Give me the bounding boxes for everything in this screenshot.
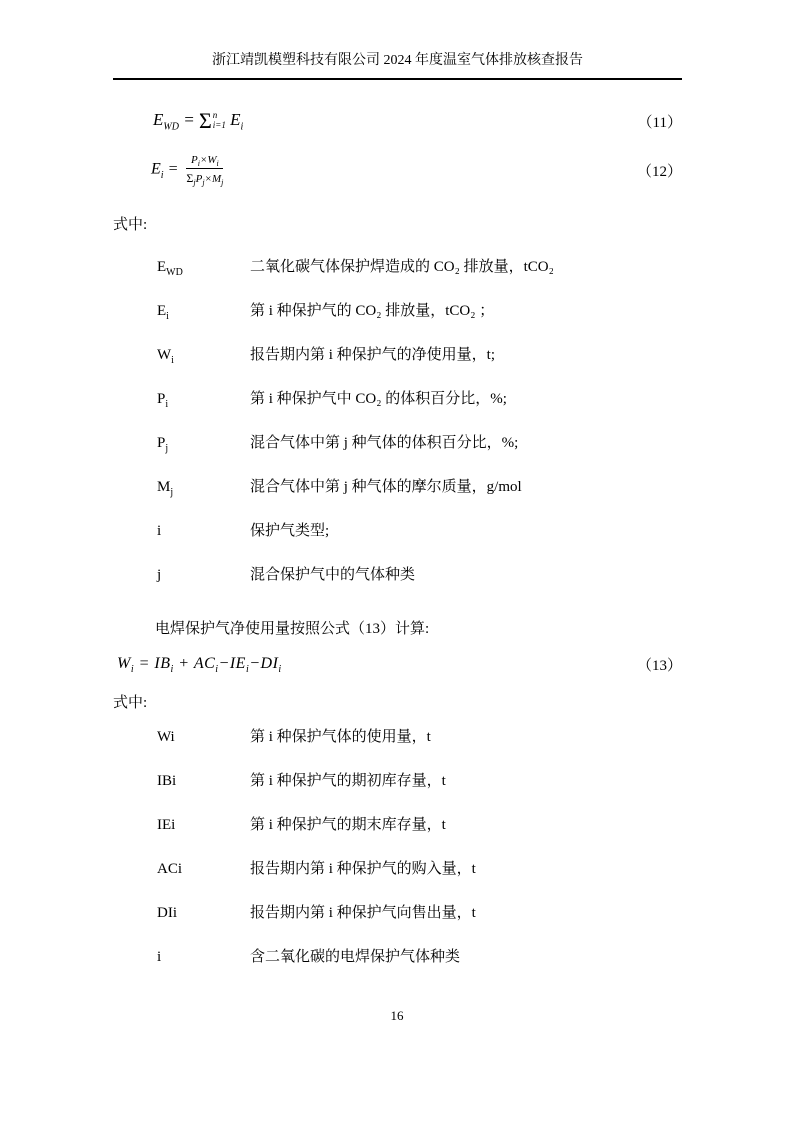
- denominator-p-sub: j: [202, 178, 205, 188]
- term-base: E: [157, 303, 167, 319]
- term-base: P: [157, 435, 166, 451]
- term-definition: 混合保护气中的气体种类: [250, 567, 416, 583]
- formula-13-di-sub: i: [278, 664, 282, 676]
- formula-11-row: [113, 103, 682, 139]
- fraction-denominator: [186, 169, 223, 186]
- term-subscript: i: [165, 399, 169, 410]
- formula-13: [117, 655, 282, 676]
- page-number: 16: [390, 1008, 404, 1023]
- definition-row: [113, 565, 682, 609]
- term-subscript: WD: [166, 267, 183, 278]
- symbol-term: [157, 477, 250, 498]
- formula-13-ie-sub: i: [245, 664, 250, 676]
- formula-11-lhs-sub: WD: [163, 121, 179, 133]
- summation: [199, 110, 226, 132]
- symbol-term: [157, 301, 250, 322]
- fraction-numerator: [186, 154, 223, 169]
- term-base: i: [157, 523, 162, 539]
- denominator-m-sub: j: [221, 178, 224, 188]
- equation-number-11: （11）: [637, 114, 682, 131]
- symbol-term: IBi: [157, 773, 177, 789]
- term-subscript: i: [166, 311, 169, 322]
- term-definition: 报告期内第 i 种保护气的购入量，t: [250, 861, 476, 877]
- definition-row: [113, 257, 682, 301]
- symbol-term: IEi: [157, 817, 176, 833]
- formula-11-term-sub: i: [240, 121, 244, 133]
- formula-13-intro: 电焊保护气净使用量按照公式（13）计算:: [155, 621, 430, 637]
- term-subscript: j: [165, 443, 169, 454]
- formula-11-term: E: [230, 109, 241, 129]
- formula-13-ib: IB: [154, 655, 171, 672]
- term-definition: 报告期内第 i 种保护气向售出量，t: [250, 905, 476, 921]
- term-definition: 第 i 种保护气中 CO₂ 的体积百分比，%;: [250, 391, 507, 407]
- sigma-symbol: Σ: [198, 108, 212, 134]
- where-label-1: 式中:: [113, 217, 148, 233]
- symbol-term: i: [157, 949, 162, 965]
- symbol-term: DIi: [157, 905, 177, 921]
- formula-11-lhs: E: [153, 109, 164, 129]
- definition-row: [113, 477, 682, 521]
- equals-sign: =: [138, 655, 150, 672]
- term-base: j: [157, 567, 162, 583]
- definition-list-1: [113, 257, 682, 609]
- term-definition: 第 i 种保护气的期初库存量，t: [250, 773, 446, 789]
- term-definition: 保护气类型;: [250, 523, 330, 539]
- where-label-2: 式中:: [113, 695, 148, 711]
- numerator-p: P: [190, 154, 198, 166]
- numerator-w: W: [207, 154, 217, 166]
- definition-row: [113, 771, 682, 815]
- times-sign: ×: [204, 173, 212, 185]
- equation-number-12: （12）: [636, 163, 682, 180]
- term-subscript: i: [171, 355, 174, 366]
- page-content: [113, 95, 682, 991]
- equals-sign: =: [183, 109, 195, 129]
- times-sign: ×: [199, 154, 208, 166]
- formula-13-ib-sub: i: [170, 664, 174, 676]
- term-definition: 第 i 种保护气体的使用量，t: [250, 729, 431, 745]
- formula-12-lhs-sub: i: [160, 169, 164, 181]
- formula-13-ac-sub: i: [215, 664, 219, 676]
- term-base: P: [157, 391, 166, 407]
- equation-number-13: （13）: [636, 657, 682, 674]
- definition-row: [113, 947, 682, 991]
- term-definition: 第 i 种保护气的期末库存量，t: [250, 817, 446, 833]
- symbol-term: [157, 433, 250, 454]
- formula-13-ie: IE: [229, 655, 246, 672]
- definition-row: [113, 389, 682, 433]
- formula-13-row: [113, 651, 682, 677]
- formula-12: [151, 154, 223, 186]
- numerator-w-sub: i: [216, 159, 219, 169]
- equals-sign: =: [167, 160, 179, 178]
- symbol-term: [157, 389, 250, 410]
- definition-list-2: [113, 727, 682, 991]
- numerator-p-sub: i: [197, 159, 200, 169]
- symbol-term: [157, 345, 250, 366]
- minus-sign: −: [249, 655, 261, 672]
- symbol-term: ACi: [157, 861, 183, 877]
- denominator-m: M: [211, 173, 222, 185]
- definition-row: [113, 859, 682, 903]
- formula-13-ac: AC: [193, 655, 216, 672]
- formula-11: [153, 110, 243, 132]
- formula-12-lhs: E: [151, 160, 161, 178]
- denominator-p: P: [195, 173, 203, 185]
- definition-row: [113, 727, 682, 771]
- term-definition: 混合气体中第 j 种气体的摩尔质量，g/mol: [250, 479, 522, 495]
- definition-row: [113, 433, 682, 477]
- formula-13-di: DI: [260, 655, 279, 672]
- term-definition: 含二氧化碳的电焊保护气体种类: [250, 949, 461, 965]
- definition-row: [113, 903, 682, 947]
- term-base: M: [157, 479, 171, 495]
- term-subscript: j: [170, 487, 174, 498]
- definition-row: [113, 521, 682, 565]
- definition-row: [113, 345, 682, 389]
- definition-row: [113, 301, 682, 345]
- term-base: E: [157, 259, 167, 275]
- sigma-symbol: Σ: [186, 171, 194, 185]
- symbol-term: Wi: [157, 729, 175, 745]
- symbol-term: [157, 257, 250, 278]
- term-base: W: [157, 347, 172, 363]
- term-definition: 报告期内第 i 种保护气的净使用量，t;: [250, 347, 496, 363]
- formula-13-w: W: [117, 655, 131, 672]
- sigma-lower-limit: i=1: [212, 120, 226, 131]
- definition-row: [113, 815, 682, 859]
- term-definition: 混合气体中第 j 种气体的体积百分比，%;: [250, 435, 519, 451]
- plus-sign: +: [178, 655, 190, 672]
- page-header-title: 浙江靖凯模塑科技有限公司 2024 年度温室气体排放核查报告: [113, 50, 682, 80]
- term-definition: 二氧化碳气体保护焊造成的 CO₂ 排放量，tCO₂: [250, 259, 554, 275]
- symbol-term: [157, 521, 250, 542]
- formula-13-w-sub: i: [130, 664, 135, 676]
- symbol-term: [157, 565, 250, 586]
- sigma-upper-limit: n: [212, 110, 218, 121]
- fraction: [186, 154, 223, 186]
- term-definition: 第 i 种保护气的 CO₂ 排放量，tCO₂ ；: [250, 303, 495, 319]
- minus-sign: −: [218, 655, 230, 672]
- sigma-sub: j: [193, 178, 196, 188]
- formula-12-row: [113, 149, 682, 191]
